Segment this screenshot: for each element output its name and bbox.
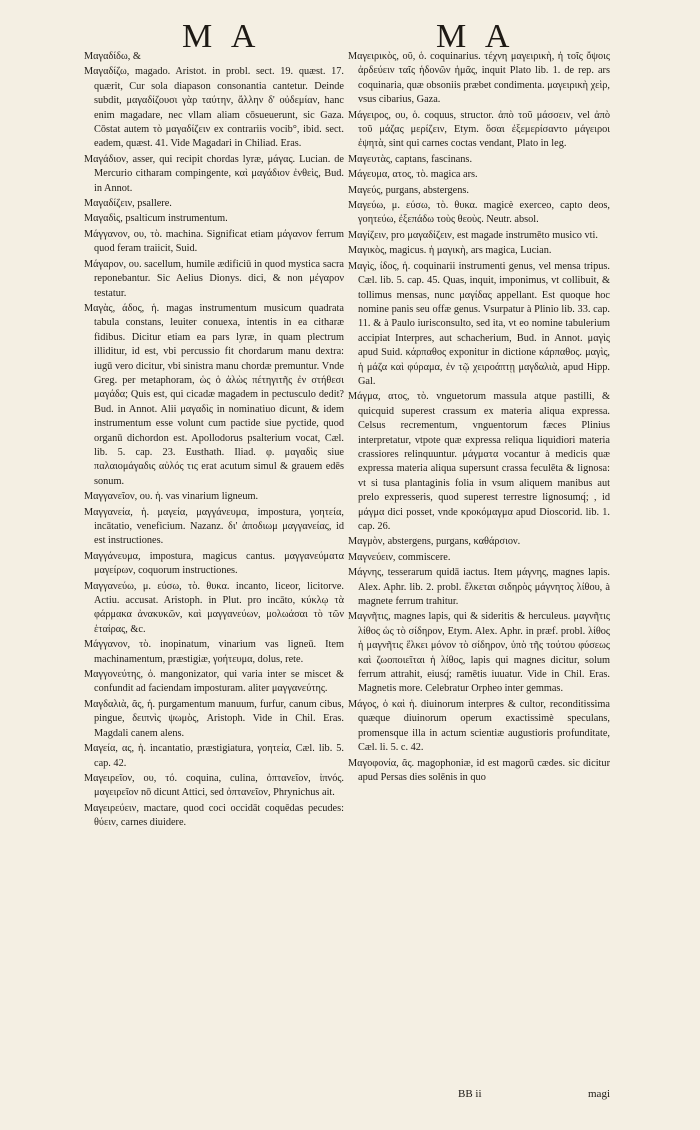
dictionary-entry: Μαγειρικὸς, οῦ, ὁ. coquinarius. τέχνη μαγειρικὴ, ἡ τοῖς ὄψοις ἀρδεύειν ταῖς ἡδονῶν ἡμᾶς, inquit Plato lib. 1. de rep. ars coquinaria, quæ obsoniis præbet condimenta. μαγειρικὴ χεὶρ, vsus cibarius, Gaza. [348, 51, 610, 106]
dictionary-entry: Μαγμὸν, abstergens, purgans, καθάρσιον. [348, 536, 521, 548]
dictionary-entry: Μάγειρος, ου, ὁ. coquus, structor. ἀπὸ τοῦ μάσσειν, vel ἀπὸ τοῦ μάζας μερίζειν, Etym. ὅσαι ἐξεμερίσαντο μάγειροι ἐψητὰ, sint qui carnes coctas vendant, Plato in leg. [348, 109, 610, 150]
dictionary-entry: Μαγαδίδω, & [84, 51, 141, 62]
dictionary-entry: Μαγὶς, ίδος, ἡ. coquinarii instrumenti genus, vel mensa tripus. Cæl. lib. 5. cap. 45. Quas, inquit, imponimus, vt collibuit, & tollimus mensas, nunc μαγίδας appellant. Est quoque hoc nomine panis seu offæ genus. Vsurpatur à Plinio lib. 33. cap. 11. & à Paulo iurisconsulto, sed ita, vt eo nomine tabulerium accipiat Interpres, aut schacherium, Bud. in Annot. μαγὶς apud Suid. κάρπαθος exponitur in dictione κάρπαθος. μαγὶς, ἡ μάζα καὶ φύραμα, ἐν τῷ χειροάπτῃ μαγδαλιὰ, apud Hipp. Gal. [348, 260, 610, 387]
dictionary-entry: Μαγδαλιὰ, ᾶς, ἡ. purgamentum manuum, furfur, canum cibus, pingue, δειπνὶς ψωμὸς, Aristoph. Vide in Chil. Eras. Magdali canem alens. [84, 698, 344, 739]
dictionary-entry: Μάγνης, tesserarum quidā iactus. Item μάγνης, magnes lapis. Alex. Aphr. lib. 2. probl. ἕλκεται σιδηρὸς μάγνητος λίθου, à magnete ferrum trahitur. [348, 567, 610, 608]
dictionary-entry: Μαγνεύειν, commiscere. [348, 551, 451, 563]
dictionary-entry: Μαγαδίζω, magado. Aristot. in probl. sect. 19. quæst. 17. quærit, Cur sola diapason consonantia cantetur. Deinde subdit, μαγαδίζουσι γὰρ ταύτην, ἄλλην δ' οὐδεμίαν, hanc enim magadare, nec vllam aliam cōsueuerunt, sic Gaza. Cōstat autem τὸ μαγαδίζειν ex contrariis vocib°, ibid. sect. eadem, quæst. 41. Vide Magadari in Chiliad. Eras. [84, 66, 344, 150]
dictionary-entry: Μάγαρον, ου. sacellum, humile ædificiū in quod mystica sacra reponebantur. Sic Aelius Dionys. dici, & non μέγαρον testatur. [84, 258, 344, 299]
dictionary-entry: Μαγεύω, μ. εύσω, τὸ. θυκα. magicè exerceo, capto deos, γοητεύω, ἐξεπάδω τοὺς θεοὺς. Neutr. absol. [348, 200, 610, 226]
dictionary-entry: Μαγίζειν, pro μαγαδίζειν, est magade instrumēto musico vti. [348, 229, 598, 241]
dictionary-entry: Μαγεύς, purgans, abstergens. [348, 184, 469, 196]
dictionary-entry: Μαγειρεῖον, ου, τό. coquina, culina, ὀπτανεῖον, ἰπνός. μαγειρεῖον nō dicunt Attici, sed ὀπτανεῖον, Phrynichus ait. [84, 772, 344, 799]
dictionary-entry: Μαγγανεῖον, ου. ἡ. vas vinarium ligneum. [84, 491, 259, 503]
dictionary-entry: Μάγος, ὁ καὶ ἡ. diuinorum interpres & cultor, reconditissima quæque diuinorum operum exactissimè speculans, promensque illa in actum scientiæ augustioris profunditate, Cæl. li. 5. c. 42. [348, 698, 610, 754]
dictionary-entry: Μάγευμα, ατος, τὸ. magica ars. [348, 169, 478, 181]
catchword: magi [588, 1088, 610, 1100]
dictionary-entry: Μαγευτὰς, captans, fascinans. [348, 153, 473, 165]
left-column [84, 50, 344, 831]
dictionary-entry: Μαγικὸς, magicus. ἡ μαγικὴ, ars magica, Lucian. [348, 245, 552, 257]
dictionary-entry: Μαγγανεία, ἡ. μαγεία, μαγγάνευμα, impostura, γοητεία, incātatio, veneficium. Nazanz. δι' ἀποδιωμ μαγγανείας, id est instructiones. [84, 506, 344, 547]
left-column-heading: M A [182, 18, 262, 55]
signature-mark: BB ii [458, 1088, 482, 1100]
dictionary-entry: Μαγνῆτις, magnes lapis, qui & sideritis & herculeus. μαγνῆτις λίθος ὡς τὸ σίδηρον, Etym. Alex. Aphr. in præf. probl. λίθος ἡ μαγνῆτις ἕλκει μόνον τὸ σίδηρον, ὑπὸ τῆς τούτου φύσεως καὶ ζωοποιεῖται ἡ λίθος, lapis qui magnes dicitur, solum ferrum attrahit, eiusq́; ramētis iuuatur. Vide in Chil. Eras. Magnetis more. Celebratur Orpheo inter gemmas. [348, 611, 610, 695]
dictionary-entry: Μαγαδὶς, psalticum instrumentum. [84, 213, 228, 225]
dictionary-entry: Μαγειρεύειν, mactare, quod coci occidāt coquēdas pecudes: θύειν, carnes diuidere. [84, 802, 344, 829]
dictionary-entry: Μάγγανον, τὸ. inopinatum, vinarium vas ligneū. Item machinamentum, præstigiæ, γοήτευμα, dolus, rete. [84, 639, 344, 665]
dictionary-entry: Μαγεία, ας, ἡ. incantatio, præstigiatura, γοητεία, Cæl. lib. 5. cap. 42. [84, 743, 344, 769]
right-column-heading: M A [436, 18, 516, 55]
dictionary-entry: Μαγοφονία, ᾶς. magophoniæ, id est magorū cædes. sic dicitur apud Persas dies solēnis in quo [348, 757, 610, 783]
dictionary-entry: Μάγγανον, ου, τὸ. machina. Significat etiam μάγανον ferrum quod feram traiicit, Suid. [84, 228, 344, 255]
dictionary-entry: Μαγγάνευμα, impostura, magicus cantus. μαγγανεύματα μαγείρων, coquorum instructiones. [84, 550, 344, 577]
dictionary-entry: Μαγάδιον, asser, qui recipit chordas lyræ, μάγας. Lucian. de Mercurio citharam compingente, καὶ μαγάδιον ἐνθεὶς, Bud. in Annot. [84, 153, 344, 194]
dictionary-entry: Μάγμα, ατος, τὸ. vnguetorum massula atque pastilli, & quicquid superest crassum ex materia aliqua expressa. Celsus recrementum, vnguentorum fæces Plinius interpretatur, vtpote quæ expressa reliqua liquidiori materia crassiores relinquuntur. μάγματα vocantur à medicis quæ expressa materia aliqua supersunt crassa feculēta & lignosa: vt si tusa plantaginis folia in vsum aliquem manibus aut prelo expresseris, quod superest terrestre lignosumq́; , id μάγμα dici posset, vnde κροκόμαγμα apud Dioscorid. lib. 1. cap. 26. [348, 391, 610, 532]
dictionary-entry: Μαγαδίζειν, psallere. [84, 198, 172, 210]
dictionary-entry: Μαγὰς, άδος, ἡ. magas instrumentum musicum quadrata tabula constans, leuiter conuexa, intentis in ea citharæ fidibus. Dicitur etiam ea pars lyræ, in quam plectrum illiditur, id est, vbi percussio fit chordarum manu dextra: iugū vero dicitur, vbi sinistra manu chordæ premuntur. Vnde Greg. per metaphoram, ὡς ὁ ἀλὼς πέτηγιτῆς ἐν στήθεσι μαγάδα; Quis est, qui cicadæ magadem in pectusculo dedit? Bud. in Annot. Alii μαγαδὶς in nominatiuo dicunt, & idem instrumentum esse volunt cum pactide siue pyctide, quod organū dichordon est. Apollodorus psalterium vocat, Cæl. lib. 5. cap. 23. Eusthath. Iliad. φ. μαγαδὶς siue παλαιομάγαδις αὐλός τις erat acutum simul & grauem edēs sonum. [84, 302, 344, 487]
right-column [348, 50, 610, 785]
dictionary-entry: Μαγγονεύτης, ὁ. mangonizator, qui varia inter se miscet & confundit ad faciendam imposturam. aliter μαγγανεύτης. [84, 669, 344, 695]
dictionary-entry: Μαγγανεύω, μ. εύσω, τὸ. θυκα. incanto, liceor, licitorve. Actiu. accusat. Aristoph. in Plut. pro incāto, κύκλῳ τὰ φάρμακα ἀνακυκῶν, καὶ μαγγανεύων, μολωάσαι τὸ τῶν ἑταίρας, &c. [84, 580, 344, 635]
